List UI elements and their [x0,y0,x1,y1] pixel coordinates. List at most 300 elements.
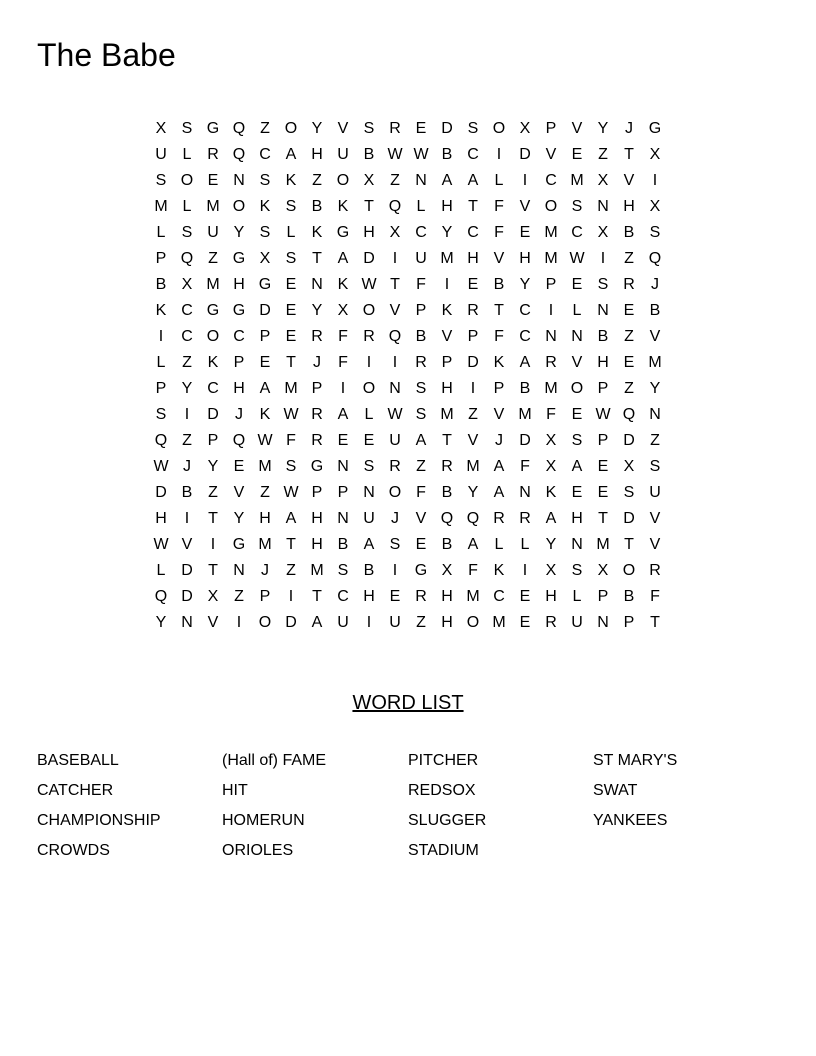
grid-letter: X [545,562,557,579]
grid-letter: P [493,380,505,397]
grid-letter: T [624,146,634,163]
grid-letter: A [285,510,297,527]
word-list-heading: WORD LIST [352,692,464,714]
grid-letter: N [311,276,323,293]
grid-row [148,116,668,142]
grid-letter: E [363,432,375,449]
grid-letter: I [288,588,294,605]
grid-letter: S [337,562,349,579]
grid-letter: W [387,406,403,423]
grid-letter: B [623,224,635,241]
grid-row [148,584,668,610]
grid-letter: Y [207,458,219,475]
grid-letter: N [181,614,193,631]
grid-letter: A [571,458,583,475]
grid-letter: G [258,276,272,293]
grid-letter: T [598,510,608,527]
grid-letter: Q [232,146,246,163]
grid-letter: V [545,146,557,163]
grid-letter: T [312,588,322,605]
grid-letter: O [466,614,480,631]
grid-letter: S [181,120,193,137]
grid-letter: F [494,328,504,345]
grid-letter: S [181,224,193,241]
grid-letter: L [156,354,166,371]
grid-row [148,194,668,220]
grid-letter: H [311,146,323,163]
grid-letter: X [337,302,349,319]
grid-letter: O [492,120,506,137]
grid-letter: I [340,380,346,397]
grid-letter: C [545,172,557,189]
grid-letter: D [181,588,193,605]
grid-row [148,532,668,558]
grid-letter: R [415,354,427,371]
grid-letter: M [440,250,454,267]
grid-letter: R [311,406,323,423]
word-list-item: SWAT [593,782,638,799]
grid-letter: N [415,172,427,189]
grid-letter: N [571,536,583,553]
grid-letter: G [310,458,324,475]
grid-letter: Z [208,484,218,501]
grid-letter: N [571,328,583,345]
grid-letter: R [311,328,323,345]
grid-letter: S [415,406,427,423]
grid-letter: T [286,536,296,553]
grid-letter: S [467,120,479,137]
grid-letter: M [544,224,558,241]
grid-letter: Z [624,380,634,397]
grid-letter: M [544,250,558,267]
grid-letter: L [494,536,504,553]
grid-row [148,558,668,584]
grid-letter: I [652,172,658,189]
grid-letter: D [441,120,453,137]
grid-letter: F [416,276,426,293]
grid-letter: H [441,614,453,631]
grid-letter: S [285,458,297,475]
grid-letter: Z [182,354,192,371]
word-search-grid [148,116,668,636]
grid-letter: Q [180,250,194,267]
grid-letter: O [388,484,402,501]
grid-row [148,168,668,194]
grid-letter: A [311,614,323,631]
grid-letter: O [362,302,376,319]
grid-letter: H [519,250,531,267]
grid-letter: B [311,198,323,215]
grid-row [148,454,668,480]
grid-letter: G [206,120,220,137]
grid-letter: V [389,302,401,319]
grid-letter: R [545,354,557,371]
grid-letter: P [311,380,323,397]
grid-letter: P [311,484,323,501]
grid-letter: T [208,562,218,579]
grid-letter: M [258,536,272,553]
grid-letter: J [313,354,321,371]
grid-letter: C [519,328,531,345]
word-list-item: PITCHER [408,752,479,769]
grid-letter: W [387,146,403,163]
grid-letter: K [259,406,271,423]
grid-letter: N [233,562,245,579]
grid-letter: E [285,276,297,293]
grid-row [148,480,668,506]
grid-letter: V [649,510,661,527]
grid-letter: R [207,146,219,163]
grid-letter: M [466,458,480,475]
grid-letter: V [571,354,583,371]
grid-letter: Q [466,510,480,527]
grid-letter: N [519,484,531,501]
word-list-item: CROWDS [37,842,110,859]
grid-letter: S [571,562,583,579]
grid-letter: N [545,328,557,345]
grid-letter: P [233,354,245,371]
grid-letter: T [312,250,322,267]
grid-letter: K [337,276,349,293]
grid-letter: B [441,536,453,553]
grid-letter: T [494,302,504,319]
grid-letter: U [337,614,349,631]
grid-letter: I [496,146,502,163]
grid-letter: H [155,510,167,527]
grid-letter: P [207,432,219,449]
grid-letter: R [441,458,453,475]
grid-letter: Q [232,120,246,137]
grid-letter: C [519,302,531,319]
grid-letter: W [413,146,429,163]
grid-letter: O [180,172,194,189]
grid-letter: W [283,406,299,423]
grid-letter: W [569,250,585,267]
grid-letter: Q [622,406,636,423]
grid-letter: J [183,458,191,475]
grid-letter: X [545,458,557,475]
grid-letter: D [155,484,167,501]
grid-letter: L [286,224,296,241]
grid-letter: X [441,562,453,579]
grid-letter: N [363,484,375,501]
grid-letter: P [597,380,609,397]
word-list-item: BASEBALL [37,752,119,769]
grid-letter: A [467,536,479,553]
grid-letter: K [493,562,505,579]
grid-letter: L [572,302,582,319]
grid-letter: S [649,224,661,241]
grid-letter: Z [312,172,322,189]
grid-letter: Z [650,432,660,449]
grid-letter: K [493,354,505,371]
grid-letter: E [389,588,401,605]
grid-letter: A [337,406,349,423]
grid-letter: L [182,198,192,215]
grid-letter: Z [286,562,296,579]
grid-letter: E [259,354,271,371]
grid-letter: Q [648,250,662,267]
grid-letter: R [363,328,375,345]
grid-letter: E [233,458,245,475]
grid-letter: M [544,380,558,397]
grid-letter: L [364,406,374,423]
grid-letter: Z [208,250,218,267]
grid-letter: F [650,588,660,605]
grid-letter: F [286,432,296,449]
grid-letter: L [416,198,426,215]
grid-letter: Y [233,224,245,241]
grid-letter: B [181,484,193,501]
grid-letter: V [441,328,453,345]
grid-letter: M [258,458,272,475]
grid-letter: B [519,380,531,397]
grid-letter: B [337,536,349,553]
word-list-item: ST MARY'S [593,752,678,769]
grid-letter: J [261,562,269,579]
grid-letter: O [206,328,220,345]
grid-letter: V [233,484,245,501]
grid-letter: H [571,510,583,527]
grid-letter: D [623,510,635,527]
grid-letter: I [392,562,398,579]
grid-letter: Y [597,120,609,137]
grid-letter: X [389,224,401,241]
grid-letter: A [545,510,557,527]
grid-letter: T [208,510,218,527]
grid-letter: U [337,146,349,163]
grid-letter: V [649,328,661,345]
grid-letter: X [623,458,635,475]
grid-letter: F [338,328,348,345]
grid-letter: T [364,198,374,215]
grid-letter: O [232,198,246,215]
grid-letter: Z [468,406,478,423]
grid-letter: P [441,354,453,371]
grid-letter: C [571,224,583,241]
grid-letter: Q [388,328,402,345]
grid-letter: S [389,536,401,553]
grid-letter: F [520,458,530,475]
grid-letter: L [572,588,582,605]
grid-letter: Y [233,510,245,527]
word-list-item: HIT [222,782,248,799]
grid-letter: N [337,458,349,475]
grid-letter: W [361,276,377,293]
grid-letter: N [597,198,609,215]
grid-letter: Q [388,198,402,215]
grid-letter: D [181,562,193,579]
word-list-column [222,748,407,868]
grid-row [148,350,668,376]
grid-letter: Z [416,458,426,475]
grid-letter: A [467,172,479,189]
grid-letter: V [493,406,505,423]
grid-letter: Q [154,432,168,449]
grid-letter: P [545,276,557,293]
grid-letter: R [545,614,557,631]
grid-letter: E [285,302,297,319]
grid-letter: C [207,380,219,397]
grid-letter: I [210,536,216,553]
grid-letter: K [311,224,323,241]
grid-letter: V [415,510,427,527]
grid-letter: L [494,172,504,189]
grid-letter: J [495,432,503,449]
grid-letter: Y [649,380,661,397]
grid-letter: E [623,302,635,319]
grid-letter: N [337,510,349,527]
grid-letter: E [571,484,583,501]
grid-letter: B [441,146,453,163]
grid-letter: X [649,198,661,215]
grid-letter: H [441,588,453,605]
grid-row [148,220,668,246]
grid-letter: L [156,562,166,579]
word-list-column [37,748,222,868]
grid-letter: Y [181,380,193,397]
grid-letter: Z [260,484,270,501]
grid-letter: X [259,250,271,267]
grid-letter: L [156,224,166,241]
grid-letter: X [597,172,609,189]
grid-letter: E [571,146,583,163]
grid-letter: G [648,120,662,137]
grid-letter: G [232,250,246,267]
grid-letter: M [284,380,298,397]
grid-letter: A [493,484,505,501]
grid-letter: I [158,328,164,345]
grid-letter: G [232,536,246,553]
grid-letter: G [232,302,246,319]
grid-letter: M [310,562,324,579]
grid-letter: O [570,380,584,397]
grid-letter: E [467,276,479,293]
grid-letter: O [362,380,376,397]
grid-letter: X [597,224,609,241]
grid-letter: T [468,198,478,215]
grid-letter: E [519,614,531,631]
grid-letter: E [415,120,427,137]
grid-letter: P [467,328,479,345]
grid-letter: Q [154,588,168,605]
grid-letter: B [155,276,167,293]
grid-letter: K [441,302,453,319]
grid-letter: P [597,588,609,605]
grid-letter: K [207,354,219,371]
grid-letter: N [597,302,609,319]
grid-letter: T [650,614,660,631]
grid-letter: R [519,510,531,527]
grid-letter: U [571,614,583,631]
grid-letter: I [522,562,528,579]
word-list-column [593,748,778,838]
grid-letter: T [390,276,400,293]
grid-letter: A [415,432,427,449]
grid-letter: D [467,354,479,371]
grid-letter: Z [624,250,634,267]
grid-letter: I [392,250,398,267]
grid-letter: C [467,224,479,241]
grid-letter: X [181,276,193,293]
grid-letter: K [259,198,271,215]
word-list-item: CHAMPIONSHIP [37,812,161,829]
grid-letter: H [441,380,453,397]
grid-letter: S [571,198,583,215]
grid-letter: B [363,562,375,579]
grid-row [148,506,668,532]
grid-letter: I [184,406,190,423]
grid-letter: Y [311,302,323,319]
grid-letter: B [597,328,609,345]
grid-letter: N [389,380,401,397]
grid-letter: P [415,302,427,319]
grid-row [148,272,668,298]
word-list-item: YANKEES [593,812,668,829]
grid-letter: Y [311,120,323,137]
grid-letter: X [363,172,375,189]
grid-letter: R [389,120,401,137]
grid-letter: I [184,510,190,527]
grid-letter: I [522,172,528,189]
grid-letter: Q [440,510,454,527]
grid-letter: Q [232,432,246,449]
grid-letter: Y [519,276,531,293]
grid-letter: Z [598,146,608,163]
word-list-item: REDSOX [408,782,476,799]
grid-letter: S [597,276,609,293]
grid-letter: T [624,536,634,553]
grid-letter: C [181,302,193,319]
grid-letter: I [548,302,554,319]
grid-letter: A [259,380,271,397]
grid-letter: J [391,510,399,527]
grid-letter: B [649,302,661,319]
grid-letter: R [311,432,323,449]
grid-letter: O [544,198,558,215]
grid-letter: P [155,250,167,267]
word-list-item: HOMERUN [222,812,305,829]
grid-letter: H [623,198,635,215]
grid-letter: W [257,432,273,449]
grid-letter: C [233,328,245,345]
grid-letter: U [207,224,219,241]
grid-letter: F [546,406,556,423]
grid-row [148,324,668,350]
grid-letter: M [154,198,168,215]
grid-letter: W [153,536,169,553]
grid-letter: U [415,250,427,267]
page-title: The Babe [37,37,176,73]
grid-letter: C [493,588,505,605]
grid-letter: V [337,120,349,137]
grid-letter: D [259,302,271,319]
grid-letter: E [337,432,349,449]
grid-letter: W [283,484,299,501]
grid-letter: H [233,380,245,397]
grid-letter: M [206,276,220,293]
grid-letter: Z [260,120,270,137]
grid-letter: Z [416,614,426,631]
grid-letter: E [571,406,583,423]
grid-letter: A [493,458,505,475]
grid-letter: H [311,536,323,553]
grid-letter: M [518,406,532,423]
grid-letter: F [468,562,478,579]
word-list-item: CATCHER [37,782,114,799]
grid-letter: I [366,614,372,631]
grid-letter: B [441,484,453,501]
